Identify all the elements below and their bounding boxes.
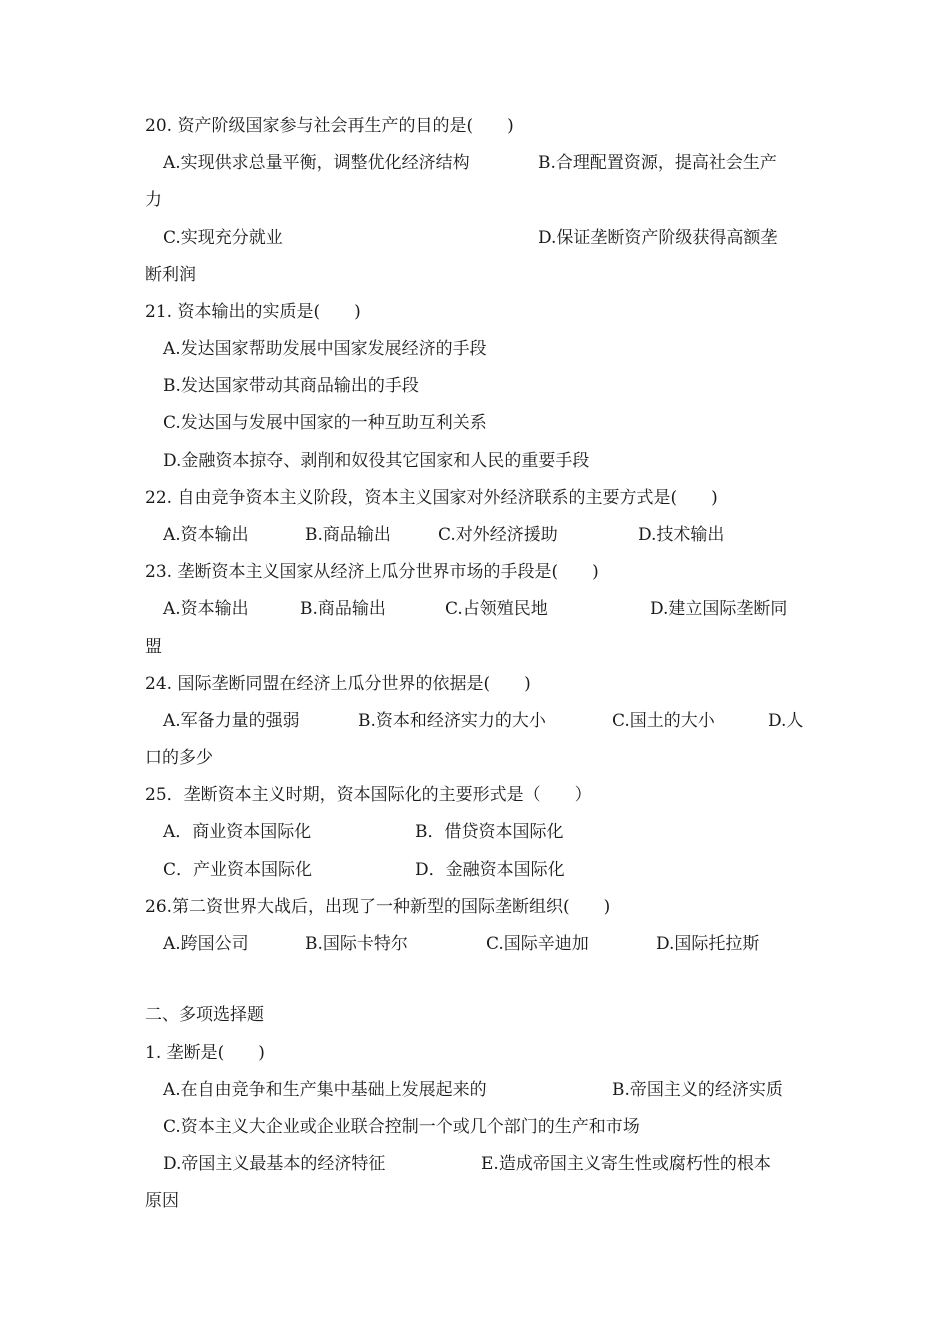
question-20-stem: 20. 资产阶级国家参与社会再生产的目的是( ) — [145, 116, 514, 136]
question-26-option-d: D.国际托拉斯 — [656, 934, 760, 954]
question-24-option-a: A.军备力量的强弱 — [163, 711, 300, 731]
multi-question-1-option-d: D.帝国主义最基本的经济特征 — [163, 1154, 386, 1174]
question-25-option-b: B．借贷资本国际化 — [415, 822, 564, 842]
question-26-option-c: C.国际辛迪加 — [486, 934, 589, 954]
section-title: 二、多项选择题 — [145, 1005, 264, 1025]
question-25-stem: 25．垄断资本主义时期，资本国际化的主要形式是（ ） — [145, 785, 592, 805]
multi-question-1-option-a: A.在自由竞争和生产集中基础上发展起来的 — [163, 1080, 487, 1100]
question-23-option-b: B.商品输出 — [300, 599, 386, 619]
question-23-option-d-wrap: 盟 — [145, 637, 162, 657]
question-21-stem: 21. 资本输出的实质是( ) — [145, 302, 361, 322]
question-24-option-d-wrap: 口的多少 — [145, 748, 213, 768]
question-23-option-d: D.建立国际垄断同 — [650, 599, 788, 619]
question-26-stem: 26.第二资世界大战后，出现了一种新型的国际垄断组织( ) — [145, 897, 611, 917]
question-26-option-b: B.国际卡特尔 — [305, 934, 408, 954]
question-20-option-b: B.合理配置资源，提高社会生产 — [538, 153, 777, 173]
question-26-option-a: A.跨国公司 — [163, 934, 249, 954]
question-21-option-b: B.发达国家带动其商品输出的手段 — [163, 376, 419, 396]
question-25-option-a: A．商业资本国际化 — [163, 822, 312, 842]
question-24-option-b: B.资本和经济实力的大小 — [358, 711, 546, 731]
question-22-option-b: B.商品输出 — [305, 525, 391, 545]
question-24-option-c: C.国土的大小 — [612, 711, 715, 731]
question-20-option-c: C.实现充分就业 — [163, 228, 283, 248]
question-25-option-d: D．金融资本国际化 — [415, 860, 565, 880]
question-22-stem: 22. 自由竞争资本主义阶段，资本主义国家对外经济联系的主要方式是( ) — [145, 488, 718, 508]
question-24-option-d: D.人 — [768, 711, 804, 731]
multi-question-1-option-e: E.造成帝国主义寄生性或腐朽性的根本 — [481, 1154, 771, 1174]
question-20-option-a: A.实现供求总量平衡，调整优化经济结构 — [163, 153, 470, 173]
multi-question-1-option-e-wrap: 原因 — [145, 1191, 179, 1211]
question-22-option-a: A.资本输出 — [163, 525, 249, 545]
question-25-option-c: C．产业资本国际化 — [163, 860, 313, 880]
question-21-option-c: C.发达国与发展中国家的一种互助互利关系 — [163, 413, 487, 433]
question-21-option-d: D.金融资本掠夺、剥削和奴役其它国家和人民的重要手段 — [163, 451, 590, 471]
question-20-option-d: D.保证垄断资产阶级获得高额垄 — [538, 228, 778, 248]
question-23-option-c: C.占领殖民地 — [445, 599, 548, 619]
multi-question-1-option-b: B.帝国主义的经济实质 — [612, 1080, 783, 1100]
multi-question-1-option-c: C.资本主义大企业或企业联合控制一个或几个部门的生产和市场 — [163, 1117, 640, 1137]
question-24-stem: 24. 国际垄断同盟在经济上瓜分世界的依据是( ) — [145, 674, 531, 694]
question-22-option-d: D.技术输出 — [638, 525, 725, 545]
question-20-option-d-wrap: 断利润 — [145, 265, 196, 285]
question-22-option-c: C.对外经济援助 — [438, 525, 558, 545]
question-23-option-a: A.资本输出 — [163, 599, 249, 619]
question-20-option-b-wrap: 力 — [145, 190, 162, 210]
question-23-stem: 23. 垄断资本主义国家从经济上瓜分世界市场的手段是( ) — [145, 562, 599, 582]
multi-question-1-stem: 1. 垄断是( ) — [145, 1043, 265, 1063]
question-21-option-a: A.发达国家帮助发展中国家发展经济的手段 — [163, 339, 487, 359]
